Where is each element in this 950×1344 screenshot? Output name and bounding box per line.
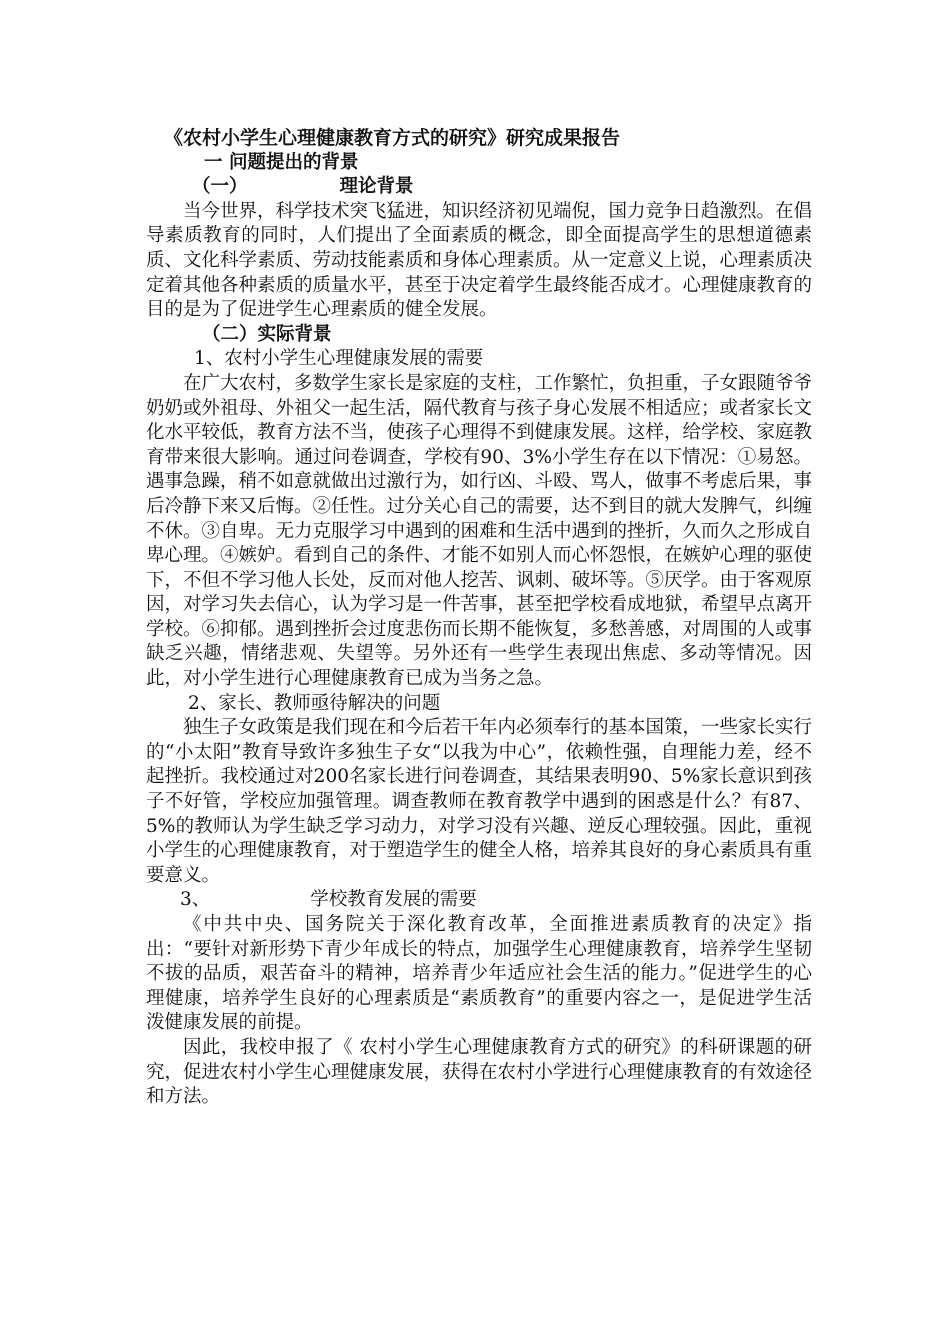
item-title: 学校教育发展的需要 [310,889,477,911]
paragraph-conclusion: 因此，我校申报了《 农村小学生心理健康教育方式的研究》的科研课题的研究，促进农村小学生心理健康发展，获得在农村小学进行心理健康教育的有效途径和方法。 [146,1036,813,1108]
subsection-number: （一） [192,176,248,198]
subsection-title: 理论背景 [339,176,414,198]
item-heading-1: 1、农村小学生心理健康发展的需要 [194,348,484,370]
subsection-heading-practice: （二）实际背景 [202,323,332,345]
paragraph-school-development: 《中共中央、国务院关于深化教育改革，全面推进素质教育的决定》指出：“要针对新形势下青少年成长的特点，加强学生心理健康教育，培养学生坚韧不拔的品质，艰苦奋斗的精神，培养青少年适应社会生活的能力。”促进学生的心理健康，培养学生良好的心理素质是“素质教育”的重要内容之一，是促进学生活泼健康发展的前提。 [146,914,812,1034]
section-heading-background: 一 问题提出的背景 [204,151,359,173]
paragraph-parents-teachers: 独生子女政策是我们现在和今后若干年内必须奉行的基本国策，一些家长实行的“小太阳”教育导致许多独生子女“以我为中心”，依赖性强，自理能力差，经不起挫折。我校通过对200名家长进行问卷调查，其结果表明90、5%家长意识到孩子不好管，学校应加强管理。调查教师在教育教学中遇到的困惑是什么？有87、5%的教师认为学生缺乏学习动力，对学习没有兴趣、逆反心理较强。因此，重视小学生的心理健康教育，对于塑造学生的健全人格，培养其良好的身心素质具有重要意义。 [146,717,813,886]
paragraph-theory: 当今世界，科学技术突飞猛进，知识经济初见端倪，国力竞争日趋激烈。在倡导素质教育的同时，人们提出了全面素质的概念，即全面提高学生的思想道德素质、文化科学素质、劳动技能素质和身体心理素质。从一定意义上说，心理素质决定着其他各种素质的质量水平，甚至于决定着学生最终能否成才。心理健康教育的目的是为了促进学生心理素质的健全发展。 [146,200,813,321]
item-heading-2: 2、家长、教师亟待解决的问题 [188,692,441,714]
subsection-heading-theory [192,175,812,200]
item-number: 3、 [180,889,211,911]
paragraph-rural-students: 在广大农村，多数学生家长是家庭的支柱，工作繁忙，负担重，子女跟随爷爷奶奶或外祖母、外祖父一起生活，隔代教育与孩子身心发展不相适应；或者家长文化水平较低，教育方法不当，使孩子心理得不到健康发展。这样，给学校、家庭教育带来很大影响。通过问卷调查，学校有90、3%小学生存在以下情况：①易怒。遇事急躁，稍不如意就做出过激行为，如行凶、斗殴、骂人，做事不考虑后果，事后冷静下来又后悔。②任性。过分关心自己的需要，达不到目的就大发脾气，纠缠不休。③自卑。无力克服学习中遇到的困难和生活中遇到的挫折，久而久之形成自卑心理。④嫉妒。看到自己的条件、才能不如别人而心怀怨恨，在嫉妒心理的驱使下，不但不学习他人长处，反而对他人挖苦、讽刺、破坏等。⑤厌学。由于客观原因，对学习失去信心，认为学习是一件苦事，甚至把学校看成地狱，希望早点离开学校。⑥抑郁。遇到挫折会过度悲伤而长期不能恢复，多愁善感，对周围的人或事缺乏兴趣，情绪悲观、失望等。另外还有一些学生表现出焦虑、多动等情况。因此，对小学生进行心理健康教育已成为当务之急。 [146,372,813,690]
document-body [146,126,812,1110]
document-title: 《农村小学生心理健康教育方式的研究》研究成果报告 [164,127,621,149]
item-heading-3 [180,888,812,913]
